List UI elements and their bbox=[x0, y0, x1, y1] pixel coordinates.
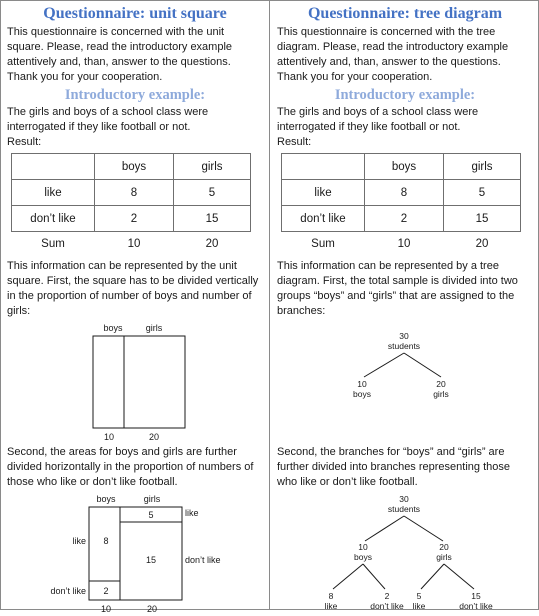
unit-square-vertical-figure bbox=[7, 319, 263, 443]
tree-boys-value: 10 bbox=[357, 379, 367, 389]
tree-girls-label: girls bbox=[433, 389, 449, 399]
tree-diagram-intro: This questionnaire is concerned with the tree diagram. Please, read the introductory example attentively and, than, answer to the questions. Thank you for your cooperation. bbox=[277, 26, 509, 83]
table-corner-cell bbox=[12, 154, 95, 180]
cell-boys-like: 8 bbox=[103, 536, 109, 546]
figure-value-girls: 20 bbox=[148, 432, 160, 442]
tree-diagram-result-label: Result: bbox=[277, 136, 312, 148]
table-sum-cell: 10 bbox=[127, 238, 141, 250]
table-sum-row bbox=[282, 232, 521, 257]
branch-boys-dont-like bbox=[363, 564, 385, 589]
unit-square-example-title: Introductory example: bbox=[64, 87, 206, 103]
branch-girls bbox=[404, 516, 443, 541]
figure-value-boys: 10 bbox=[103, 432, 115, 442]
tree-root-label: students bbox=[387, 341, 421, 351]
figure-label-girls: girls bbox=[143, 494, 161, 504]
tree-diagram-step2-text: Second, the branches for “boys” and “girls” are further divided into branches representing those who like or don’t like football. bbox=[277, 446, 510, 488]
leaf-value: 2 bbox=[384, 591, 390, 601]
unit-square-outline bbox=[93, 336, 185, 428]
cell-girls-dont-like: 15 bbox=[145, 555, 157, 565]
leaf-label: don’t like bbox=[370, 601, 404, 611]
table-sum-cell: 20 bbox=[205, 238, 219, 250]
tree-diagram-second-level bbox=[277, 490, 533, 616]
tree-boys-label: boys bbox=[353, 389, 371, 399]
table-sum-cell: 10 bbox=[397, 238, 411, 250]
right-label-like: like bbox=[185, 508, 199, 518]
unit-square-title: Questionnaire: unit square bbox=[43, 5, 227, 22]
left-label-dont-like: don’t like bbox=[50, 586, 86, 596]
branch-boys bbox=[365, 516, 404, 541]
table-header-row bbox=[12, 154, 251, 180]
tree-girls-value: 20 bbox=[439, 542, 449, 552]
tree-root-label: students bbox=[387, 504, 421, 514]
table-row bbox=[282, 206, 521, 232]
leaf-label: like bbox=[324, 601, 338, 611]
table-row-label: don’t like bbox=[12, 206, 95, 232]
figure-label-boys: boys bbox=[103, 323, 123, 333]
leaf-value: 5 bbox=[416, 591, 422, 601]
tree-diagram-title: Questionnaire: tree diagram bbox=[307, 5, 503, 22]
table-sum-label: Sum bbox=[311, 238, 335, 250]
unit-square-horizontal-figure bbox=[7, 490, 263, 616]
leaf-label: like bbox=[412, 601, 426, 611]
table-sum-label: Sum bbox=[41, 238, 65, 250]
tree-boys-label: boys bbox=[354, 552, 372, 562]
leaf-value: 8 bbox=[328, 591, 334, 601]
branch-boys bbox=[364, 353, 404, 377]
tree-root-value: 30 bbox=[399, 494, 409, 504]
table-cell: 15 bbox=[444, 206, 521, 232]
column-divider bbox=[269, 1, 270, 609]
unit-square-result-label: Result: bbox=[7, 136, 42, 148]
branch-girls-like bbox=[421, 564, 444, 589]
figure-label-boys: boys bbox=[96, 494, 116, 504]
tree-diagram-example-title: Introductory example: bbox=[334, 87, 476, 103]
leaf-value: 15 bbox=[471, 591, 481, 601]
tree-diagram-column bbox=[277, 1, 533, 616]
cell-girls-like: 5 bbox=[148, 510, 154, 520]
unit-square-step1-text: This information can be represented by the unit square. First, the square has to be divided vertically in the proportion of number of boys and number of girls: bbox=[7, 260, 259, 317]
figure-label-girls: girls bbox=[145, 323, 163, 333]
branch-boys-like bbox=[333, 564, 363, 589]
tree-boys-value: 10 bbox=[358, 542, 368, 552]
tree-diagram-first-level bbox=[277, 319, 533, 443]
figure-value-girls: 20 bbox=[146, 604, 158, 614]
table-row bbox=[12, 180, 251, 206]
right-label-dont-like: don’t like bbox=[185, 555, 221, 565]
unit-square-example-text: The girls and boys of a school class were interrogated if they like football or not. bbox=[7, 106, 209, 133]
figure-value-boys: 10 bbox=[100, 604, 112, 614]
tree-diagram-step1-text: This information can be represented by a tree diagram. First, the total sample is divided into two groups “boys” and “girls” that are assigned to the branches: bbox=[277, 260, 518, 317]
left-label-like: like bbox=[72, 536, 86, 546]
branch-girls bbox=[404, 353, 441, 377]
table-corner-cell bbox=[282, 154, 365, 180]
tree-diagram-example-text: The girls and boys of a school class were interrogated if they like football or not. bbox=[277, 106, 479, 133]
table-row bbox=[282, 180, 521, 206]
tree-girls-label: girls bbox=[436, 552, 452, 562]
tree-girls-value: 20 bbox=[436, 379, 446, 389]
table-cell: 15 bbox=[174, 206, 251, 232]
table-header-row bbox=[282, 154, 521, 180]
table-cell: 5 bbox=[174, 180, 251, 206]
branch-girls-dont-like bbox=[444, 564, 474, 589]
table-header-boys: boys bbox=[365, 154, 444, 180]
unit-square-step2-text: Second, the areas for boys and girls are further divided horizontally in the proportion of numbers of those who like or don’t like football. bbox=[7, 446, 254, 488]
table-header-boys: boys bbox=[95, 154, 174, 180]
tree-root-value: 30 bbox=[399, 331, 409, 341]
table-cell: 2 bbox=[365, 206, 444, 232]
unit-square-column bbox=[7, 1, 263, 616]
table-cell: 8 bbox=[95, 180, 174, 206]
table-row bbox=[12, 206, 251, 232]
leaf-label: don’t like bbox=[459, 601, 493, 611]
table-row-label: like bbox=[12, 180, 95, 206]
tree-diagram-result-table bbox=[281, 153, 521, 256]
table-cell: 5 bbox=[444, 180, 521, 206]
table-sum-row bbox=[12, 232, 251, 257]
table-row-label: like bbox=[282, 180, 365, 206]
cell-boys-dont-like: 2 bbox=[103, 586, 109, 596]
unit-square-intro: This questionnaire is concerned with the unit square. Please, read the introductory example attentively and, than, answer to the questions. Thank you for your cooperation. bbox=[7, 26, 233, 83]
table-cell: 8 bbox=[365, 180, 444, 206]
unit-square-result-table bbox=[11, 153, 251, 256]
table-cell: 2 bbox=[95, 206, 174, 232]
table-header-girls: girls bbox=[174, 154, 251, 180]
table-row-label: don’t like bbox=[282, 206, 365, 232]
table-header-girls: girls bbox=[444, 154, 521, 180]
table-sum-cell: 20 bbox=[475, 238, 489, 250]
